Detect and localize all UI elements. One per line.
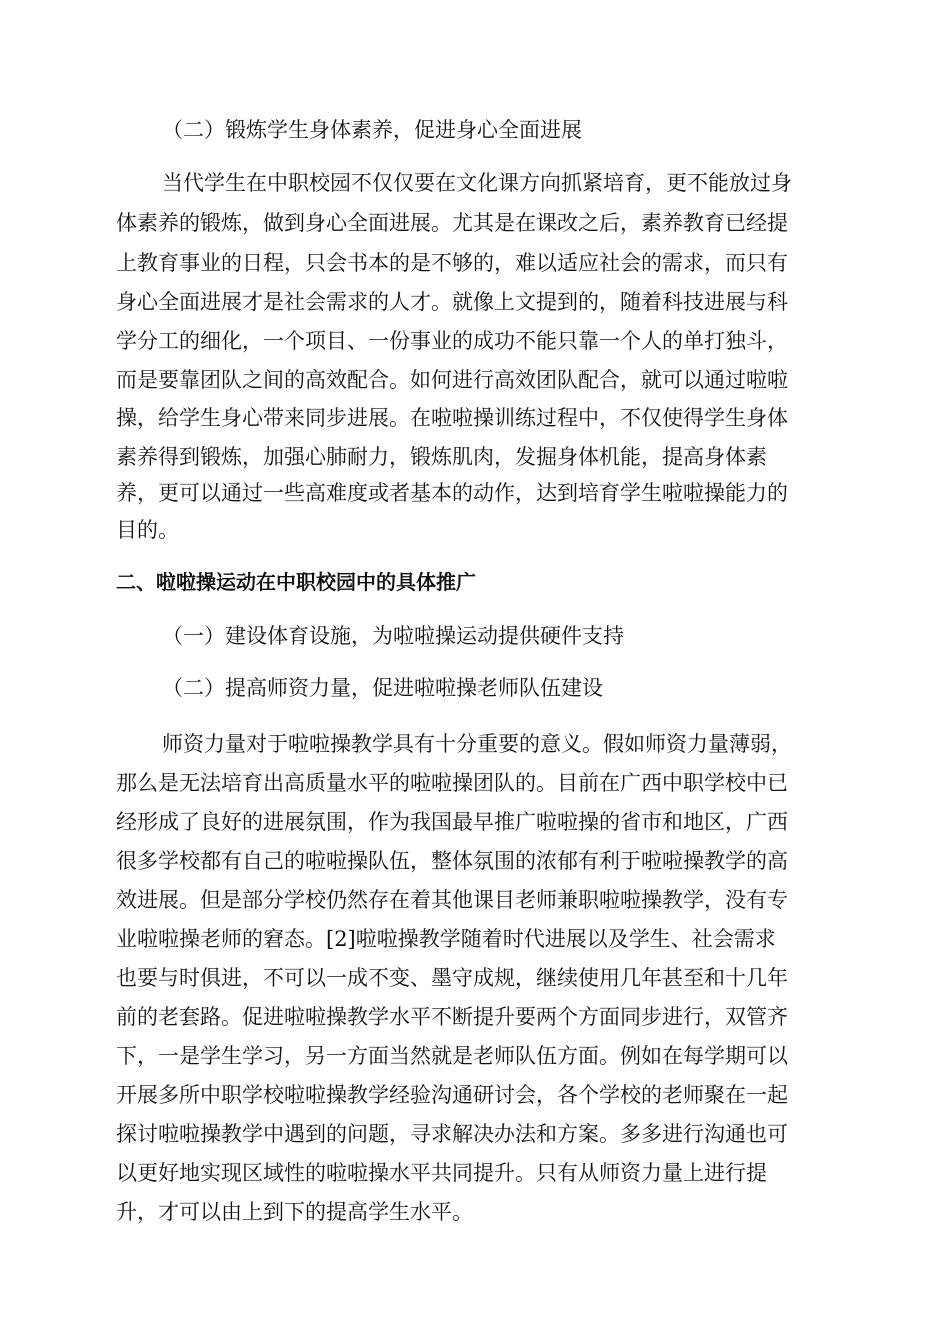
- paragraph-line: 业啦啦操老师的窘态。[2]啦啦操教学随着时代进展以及学生、社会需求: [116, 927, 776, 951]
- paragraph-line: 养，更可以通过一些高难度或者基本的动作，达到培育学生啦啦操能力的: [116, 481, 788, 505]
- paragraph-line: 师资力量对于啦啦操教学具有十分重要的意义。假如师资力量薄弱，: [162, 732, 792, 756]
- subheading-physical-quality: （二）锻炼学生身体素养，促进身心全面进展: [162, 118, 582, 142]
- paragraph-line: 开展多所中职学校啦啦操教学经验沟通研讨会，各个学校的老师聚在一起: [116, 1083, 788, 1107]
- paragraph-line: 体素养的锻炼，做到身心全面进展。尤其是在课改之后，素养教育已经提: [116, 211, 788, 235]
- paragraph-line: 目的。: [116, 518, 179, 542]
- paragraph-line: 升，才可以由上到下的提高学生水平。: [116, 1200, 473, 1224]
- paragraph-line: 当代学生在中职校园不仅仅要在文化课方向抓紧培育，更不能放过身: [162, 171, 792, 195]
- paragraph-line: 那么是无法培育出高质量水平的啦啦操团队的。目前在广西中职学校中已: [116, 771, 788, 795]
- paragraph-line: 经形成了良好的进展氛围，作为我国最早推广啦啦操的省市和地区，广西: [116, 810, 788, 834]
- paragraph-line: 下，一是学生学习，另一方面当然就是老师队伍方面。例如在每学期可以: [116, 1044, 788, 1068]
- paragraph-line: 效进展。但是部分学校仍然存在着其他课目老师兼职啦啦操教学，没有专: [116, 888, 788, 912]
- paragraph-line: 以更好地实现区域性的啦啦操水平共同提升。只有从师资力量上进行提: [116, 1161, 767, 1185]
- subheading-facilities: （一）建设体育设施，为啦啦操运动提供硬件支持: [162, 624, 624, 648]
- section-heading: 二、啦啦操运动在中职校园中的具体推广: [116, 570, 476, 594]
- paragraph-line: 操，给学生身心带来同步进展。在啦啦操训练过程中，不仅使得学生身体: [116, 406, 788, 430]
- paragraph-line: 也要与时俱进，不可以一成不变、墨守成规，继续使用几年甚至和十几年: [116, 966, 788, 990]
- paragraph-line: 学分工的细化，一个项目、一份事业的成功不能只靠一个人的单打独斗，: [116, 329, 788, 353]
- paragraph-line: 探讨啦啦操教学中遇到的问题，寻求解决办法和方案。多多进行沟通也可: [116, 1122, 788, 1146]
- paragraph-line: 很多学校都有自己的啦啦操队伍，整体氛围的浓郁有利于啦啦操教学的高: [116, 849, 788, 873]
- paragraph-line: 而是要靠团队之间的高效配合。如何进行高效团队配合，就可以通过啦啦: [116, 368, 788, 392]
- paragraph-line: 素养得到锻炼，加强心肺耐力，锻炼肌肉，发掘身体机能，提高身体素: [116, 445, 767, 469]
- paragraph-line: 前的老套路。促进啦啦操教学水平不断提升要两个方面同步进行，双管齐: [116, 1005, 788, 1029]
- paragraph-line: 身心全面进展才是社会需求的人才。就像上文提到的，随着科技进展与科: [116, 290, 788, 314]
- subheading-teachers: （二）提高师资力量，促进啦啦操老师队伍建设: [162, 676, 603, 700]
- paragraph-line: 上教育事业的日程，只会书本的是不够的，难以适应社会的需求，而只有: [116, 251, 788, 275]
